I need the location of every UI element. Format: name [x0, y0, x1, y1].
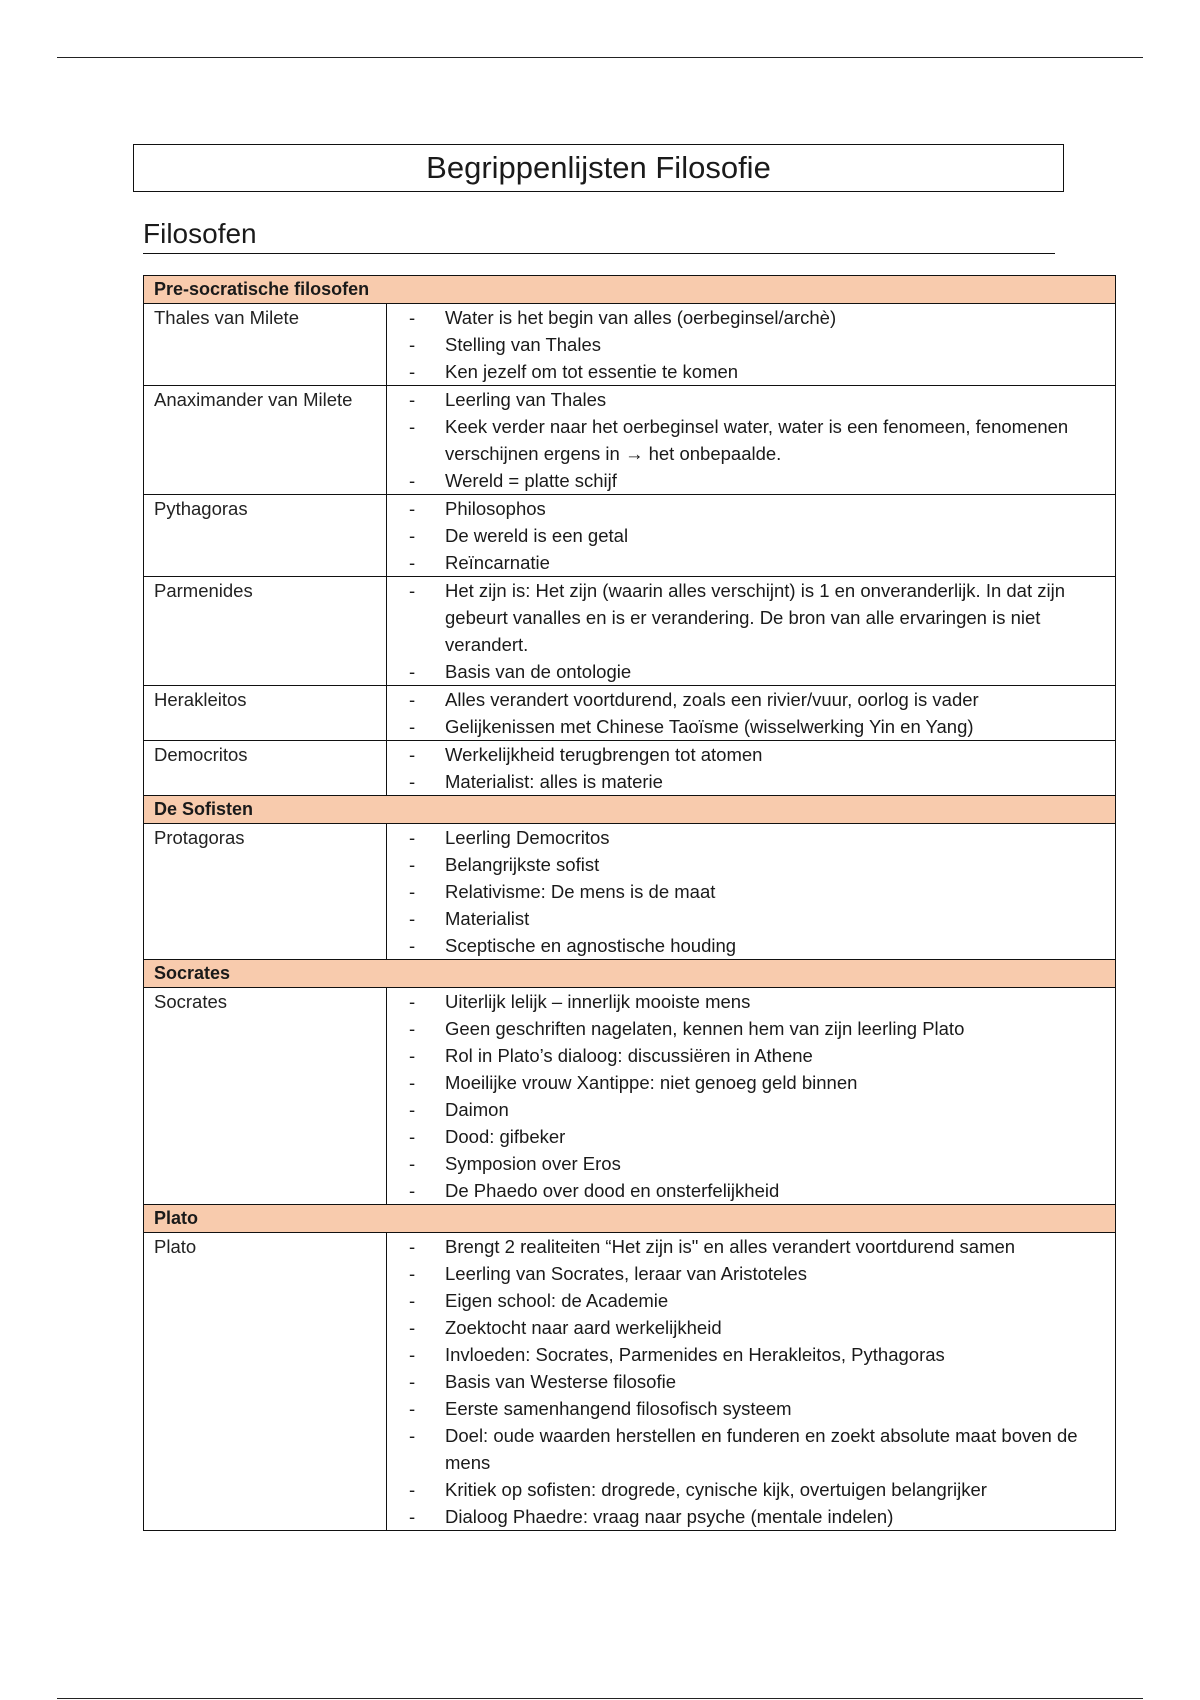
list-item	[397, 413, 1107, 467]
document-title: Begrippenlijsten Filosofie	[426, 150, 771, 185]
bullet-dash: -	[409, 1153, 416, 1174]
philosopher-row	[144, 824, 1116, 960]
point-text: Zoektocht naar aard werkelijkheid	[445, 1317, 722, 1338]
philosopher-name: Thales van Milete	[144, 304, 387, 386]
point-text: Relativisme: De mens is de maat	[445, 881, 716, 902]
philosopher-points-cell	[387, 386, 1116, 495]
points-list	[397, 988, 1107, 1204]
point-text: Werkelijkheid terugbrengen tot atomen	[445, 744, 763, 765]
list-item	[397, 1314, 1107, 1341]
philosopher-row	[144, 304, 1116, 386]
point-text: Philosophos	[445, 498, 546, 519]
list-item	[397, 386, 1107, 413]
bullet-dash: -	[409, 854, 416, 875]
philosopher-name: Socrates	[144, 988, 387, 1205]
bullet-dash: -	[409, 1236, 416, 1257]
point-text: Dood: gifbeker	[445, 1126, 566, 1147]
point-text: Eigen school: de Academie	[445, 1290, 669, 1311]
bullet-dash: -	[409, 1425, 416, 1446]
list-item	[397, 824, 1107, 851]
points-list	[397, 495, 1107, 576]
philosopher-points-cell	[387, 824, 1116, 960]
list-item	[397, 1341, 1107, 1368]
list-item	[397, 1260, 1107, 1287]
list-item	[397, 768, 1107, 795]
philosopher-points-cell	[387, 1233, 1116, 1531]
philosopher-name: Protagoras	[144, 824, 387, 960]
group-header: De Sofisten	[144, 796, 1116, 824]
point-text: Materialist	[445, 908, 530, 929]
point-text: Leerling van Thales	[445, 389, 607, 410]
philosopher-points-cell	[387, 741, 1116, 796]
point-text: Het zijn is: Het zijn (waarin alles verschijnt) is 1 en onveranderlijk. In dat zijn gebeurt vanalles en is er verandering. De bron van alle ervaringen is niet verandert.	[445, 580, 1066, 655]
points-list	[397, 824, 1107, 959]
philosopher-row	[144, 495, 1116, 577]
list-item	[397, 988, 1107, 1015]
bullet-dash: -	[409, 908, 416, 929]
philosophers-table-body	[144, 276, 1116, 1531]
bullet-dash: -	[409, 1126, 416, 1147]
points-list	[397, 304, 1107, 385]
page-top-rule	[57, 57, 1143, 58]
bullet-dash: -	[409, 525, 416, 546]
bullet-dash: -	[409, 1506, 416, 1527]
list-item	[397, 1395, 1107, 1422]
list-item	[397, 577, 1107, 658]
philosopher-name: Pythagoras	[144, 495, 387, 577]
point-text: Invloeden: Socrates, Parmenides en Herakleitos, Pythagoras	[445, 1344, 945, 1365]
points-list	[397, 686, 1107, 740]
bullet-dash: -	[409, 661, 416, 682]
list-item	[397, 331, 1107, 358]
group-header-row	[144, 796, 1116, 824]
philosopher-row	[144, 386, 1116, 495]
bullet-dash: -	[409, 552, 416, 573]
point-text: Water is het begin van alles (oerbeginsel/archè)	[445, 307, 837, 328]
bullet-dash: -	[409, 744, 416, 765]
point-text: Alles verandert voortdurend, zoals een rivier/vuur, oorlog is vader	[445, 689, 979, 710]
point-text: Brengt 2 realiteiten “Het zijn is" en alles verandert voortdurend samen	[445, 1236, 1016, 1257]
point-text: Leerling van Socrates, leraar van Aristoteles	[445, 1263, 807, 1284]
list-item	[397, 932, 1107, 959]
philosopher-name: Parmenides	[144, 577, 387, 686]
list-item	[397, 741, 1107, 768]
list-item	[397, 495, 1107, 522]
bullet-dash: -	[409, 1045, 416, 1066]
list-item	[397, 1368, 1107, 1395]
philosopher-points-cell	[387, 686, 1116, 741]
bullet-dash: -	[409, 991, 416, 1012]
list-item	[397, 1287, 1107, 1314]
bullet-dash: -	[409, 334, 416, 355]
bullet-dash: -	[409, 307, 416, 328]
point-text: Reïncarnatie	[445, 552, 550, 573]
points-list	[397, 1233, 1107, 1530]
points-list	[397, 386, 1107, 494]
list-item	[397, 1150, 1107, 1177]
list-item	[397, 658, 1107, 685]
bullet-dash: -	[409, 1398, 416, 1419]
point-text: Symposion over Eros	[445, 1153, 621, 1174]
point-text: Uiterlijk lelijk – innerlijk mooiste mens	[445, 991, 751, 1012]
philosopher-name: Anaximander van Milete	[144, 386, 387, 495]
point-text: Moeilijke vrouw Xantippe: niet genoeg geld binnen	[445, 1072, 858, 1093]
list-item	[397, 1422, 1107, 1476]
bullet-dash: -	[409, 827, 416, 848]
bullet-dash: -	[409, 1371, 416, 1392]
bullet-dash: -	[409, 1479, 416, 1500]
point-text: Wereld = platte schijf	[445, 470, 617, 491]
bullet-dash: -	[409, 580, 416, 601]
bullet-dash: -	[409, 389, 416, 410]
bullet-dash: -	[409, 881, 416, 902]
list-item	[397, 1015, 1107, 1042]
group-header-row	[144, 960, 1116, 988]
bullet-dash: -	[409, 361, 416, 382]
list-item	[397, 1069, 1107, 1096]
list-item	[397, 1233, 1107, 1260]
point-text: Daimon	[445, 1099, 509, 1120]
point-text: Ken jezelf om tot essentie te komen	[445, 361, 739, 382]
group-header-row	[144, 1205, 1116, 1233]
list-item	[397, 1177, 1107, 1204]
philosopher-name: Plato	[144, 1233, 387, 1531]
philosopher-points-cell	[387, 495, 1116, 577]
bullet-dash: -	[409, 1180, 416, 1201]
list-item	[397, 358, 1107, 385]
point-text: Materialist: alles is materie	[445, 771, 663, 792]
point-text: De wereld is een getal	[445, 525, 629, 546]
list-item	[397, 1042, 1107, 1069]
list-item	[397, 686, 1107, 713]
point-text: Eerste samenhangend filosofisch systeem	[445, 1398, 792, 1419]
list-item	[397, 878, 1107, 905]
list-item	[397, 1096, 1107, 1123]
bullet-dash: -	[409, 1290, 416, 1311]
philosopher-points-cell	[387, 988, 1116, 1205]
philosopher-points-cell	[387, 577, 1116, 686]
page-bottom-rule	[57, 1698, 1143, 1699]
list-item	[397, 1476, 1107, 1503]
point-text: Stelling van Thales	[445, 334, 601, 355]
point-text: Basis van Westerse filosofie	[445, 1371, 677, 1392]
group-header: Plato	[144, 1205, 1116, 1233]
philosopher-name: Herakleitos	[144, 686, 387, 741]
point-text: Leerling Democritos	[445, 827, 610, 848]
point-text: Dialoog Phaedre: vraag naar psyche (mentale indelen)	[445, 1506, 894, 1527]
list-item	[397, 467, 1107, 494]
bullet-dash: -	[409, 470, 416, 491]
bullet-dash: -	[409, 716, 416, 737]
bullet-dash: -	[409, 689, 416, 710]
bullet-dash: -	[409, 935, 416, 956]
philosopher-row	[144, 741, 1116, 796]
bullet-dash: -	[409, 1344, 416, 1365]
bullet-dash: -	[409, 416, 416, 437]
philosopher-row	[144, 988, 1116, 1205]
bullet-dash: -	[409, 498, 416, 519]
section-heading-underline	[143, 253, 1055, 254]
bullet-dash: -	[409, 1317, 416, 1338]
list-item	[397, 713, 1107, 740]
list-item	[397, 549, 1107, 576]
philosopher-name: Democritos	[144, 741, 387, 796]
bullet-dash: -	[409, 771, 416, 792]
list-item	[397, 304, 1107, 331]
point-text: De Phaedo over dood en onsterfelijkheid	[445, 1180, 780, 1201]
list-item	[397, 522, 1107, 549]
philosopher-points-cell	[387, 304, 1116, 386]
list-item	[397, 851, 1107, 878]
point-text: Basis van de ontologie	[445, 661, 632, 682]
point-text: Geen geschriften nagelaten, kennen hem van zijn leerling Plato	[445, 1018, 965, 1039]
bullet-dash: -	[409, 1263, 416, 1284]
philosopher-row	[144, 686, 1116, 741]
point-text: Sceptische en agnostische houding	[445, 935, 737, 956]
point-text: Kritiek op sofisten: drogrede, cynische kijk, overtuigen belangrijker	[445, 1479, 987, 1500]
section-heading: Filosofen	[143, 218, 257, 249]
philosopher-row	[144, 1233, 1116, 1531]
points-list	[397, 577, 1107, 685]
philosopher-row	[144, 577, 1116, 686]
list-item	[397, 905, 1107, 932]
point-text: Keek verder naar het oerbeginsel water, water is een fenomeen, fenomenen verschijnen ergens in → het onbepaalde.	[445, 416, 1069, 464]
points-list	[397, 741, 1107, 795]
philosophers-table	[143, 275, 1116, 1531]
point-text: Rol in Plato’s dialoog: discussiëren in Athene	[445, 1045, 813, 1066]
point-text: Belangrijkste sofist	[445, 854, 600, 875]
group-header-row	[144, 276, 1116, 304]
bullet-dash: -	[409, 1072, 416, 1093]
point-text: Gelijkenissen met Chinese Taoïsme (wisselwerking Yin en Yang)	[445, 716, 974, 737]
bullet-dash: -	[409, 1018, 416, 1039]
list-item	[397, 1123, 1107, 1150]
point-text: Doel: oude waarden herstellen en funderen en zoekt absolute maat boven de mens	[445, 1425, 1078, 1473]
list-item	[397, 1503, 1107, 1530]
document-title-box	[133, 144, 1064, 192]
group-header: Pre-socratische filosofen	[144, 276, 1116, 304]
group-header: Socrates	[144, 960, 1116, 988]
bullet-dash: -	[409, 1099, 416, 1120]
